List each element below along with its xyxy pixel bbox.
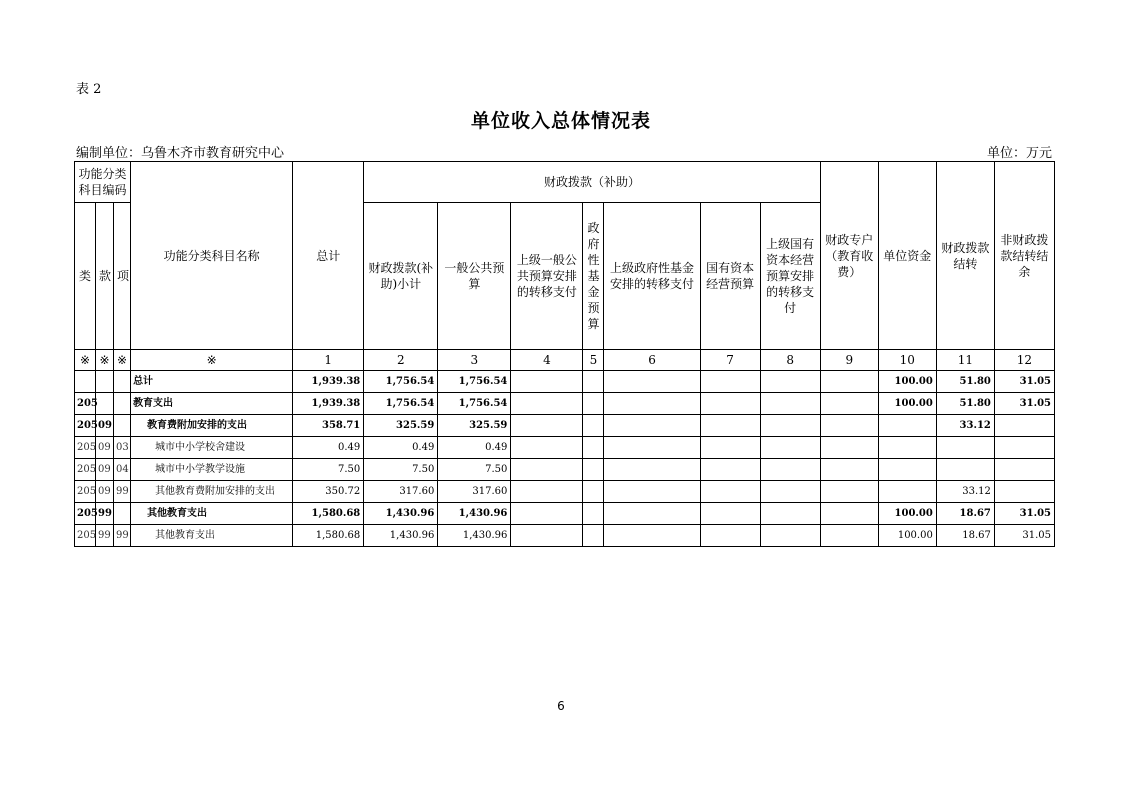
cell-c4 (511, 459, 583, 481)
table-number: 表 2 (76, 82, 102, 97)
cell-c6 (604, 437, 700, 459)
cell-lei: 205 (75, 503, 96, 525)
cell-c11: 51.80 (936, 371, 994, 393)
cell-c5 (583, 459, 604, 481)
income-summary-table (74, 161, 1055, 547)
cell-c9 (820, 459, 878, 481)
cell-total: 0.49 (293, 437, 364, 459)
cell-c12 (994, 415, 1054, 437)
header-fiscal-group: 财政拨款（补助） (364, 162, 820, 203)
cell-name: 教育费附加安排的支出 (131, 415, 293, 437)
cell-c5 (583, 437, 604, 459)
cell-subtotal: 1,430.96 (364, 525, 438, 547)
cell-subtotal: 1,756.54 (364, 393, 438, 415)
cell-c7 (700, 481, 760, 503)
cell-c5 (583, 525, 604, 547)
header-xiang: 项 (114, 203, 131, 350)
cell-lei: 205 (75, 525, 96, 547)
cell-c5 (583, 503, 604, 525)
cell-c8 (760, 525, 820, 547)
cell-c11: 33.12 (936, 415, 994, 437)
cell-c9 (820, 371, 878, 393)
cell-name: 教育支出 (131, 393, 293, 415)
cell-c10 (878, 459, 936, 481)
cell-name: 其他教育支出 (131, 525, 293, 547)
cell-total: 1,580.68 (293, 503, 364, 525)
cell-total: 350.72 (293, 481, 364, 503)
cell-kuan: 09 (96, 459, 114, 481)
cell-c6 (604, 415, 700, 437)
cell-kuan: 09 (96, 481, 114, 503)
cell-total: 1,939.38 (293, 393, 364, 415)
header-upper-fund-transfer: 上级政府性基金安排的转移支付 (604, 203, 700, 350)
cell-c4 (511, 415, 583, 437)
cell-c7 (700, 393, 760, 415)
cell-general: 1,756.54 (438, 371, 511, 393)
cell-c4 (511, 481, 583, 503)
index-cell: 9 (820, 350, 878, 371)
cell-subtotal: 317.60 (364, 481, 438, 503)
cell-c8 (760, 459, 820, 481)
index-cell: 10 (878, 350, 936, 371)
cell-c9 (820, 525, 878, 547)
cell-subtotal: 325.59 (364, 415, 438, 437)
cell-general: 0.49 (438, 437, 511, 459)
cell-c6 (604, 481, 700, 503)
page-title: 单位收入总体情况表 (470, 110, 651, 132)
cell-xiang: 99 (114, 525, 131, 547)
cell-c10: 100.00 (878, 371, 936, 393)
cell-c4 (511, 525, 583, 547)
cell-kuan (96, 393, 114, 415)
cell-c10: 100.00 (878, 503, 936, 525)
cell-c11: 18.67 (936, 503, 994, 525)
header-special-edu: 财政专户（教育收费） (820, 162, 878, 350)
table-row (75, 393, 1055, 415)
cell-c12 (994, 481, 1054, 503)
cell-general: 317.60 (438, 481, 511, 503)
index-cell: 1 (293, 350, 364, 371)
cell-xiang: 03 (114, 437, 131, 459)
cell-c9 (820, 503, 878, 525)
cell-xiang (114, 371, 131, 393)
cell-c4 (511, 437, 583, 459)
cell-xiang (114, 393, 131, 415)
cell-c5 (583, 371, 604, 393)
cell-general: 325.59 (438, 415, 511, 437)
cell-c11 (936, 437, 994, 459)
cell-c8 (760, 393, 820, 415)
cell-c11: 18.67 (936, 525, 994, 547)
index-cell: 7 (700, 350, 760, 371)
table-row (75, 415, 1055, 437)
cell-c9 (820, 415, 878, 437)
cell-lei (75, 371, 96, 393)
index-cell: 2 (364, 350, 438, 371)
index-cell: ※ (131, 350, 293, 371)
cell-kuan: 99 (96, 525, 114, 547)
header-unit-funds: 单位资金 (878, 162, 936, 350)
header-fiscal-carryover: 财政拨款结转 (936, 162, 994, 350)
cell-c10: 100.00 (878, 393, 936, 415)
cell-c8 (760, 415, 820, 437)
table-row (75, 481, 1055, 503)
header-upper-general-transfer: 上级一般公共预算安排的转移支付 (511, 203, 583, 350)
cell-c5 (583, 481, 604, 503)
cell-c10 (878, 481, 936, 503)
cell-c6 (604, 525, 700, 547)
header-lei: 类 (75, 203, 96, 350)
cell-c7 (700, 437, 760, 459)
cell-c9 (820, 437, 878, 459)
cell-kuan: 09 (96, 415, 114, 437)
cell-general: 7.50 (438, 459, 511, 481)
header-state-capital: 国有资本经营预算 (700, 203, 760, 350)
cell-general: 1,430.96 (438, 503, 511, 525)
index-cell: 3 (438, 350, 511, 371)
cell-xiang (114, 415, 131, 437)
cell-kuan: 99 (96, 503, 114, 525)
cell-c7 (700, 371, 760, 393)
cell-xiang (114, 503, 131, 525)
cell-c10 (878, 415, 936, 437)
cell-total: 358.71 (293, 415, 364, 437)
cell-lei: 205 (75, 415, 96, 437)
cell-c12: 31.05 (994, 503, 1054, 525)
index-cell: 8 (760, 350, 820, 371)
cell-c5 (583, 393, 604, 415)
index-cell: 12 (994, 350, 1054, 371)
cell-c4 (511, 393, 583, 415)
cell-xiang: 99 (114, 481, 131, 503)
cell-lei: 205 (75, 437, 96, 459)
header-total: 总计 (293, 162, 364, 350)
cell-c12: 31.05 (994, 371, 1054, 393)
header-nonfiscal-carryover: 非财政拨款结转结余 (994, 162, 1054, 350)
table-row (75, 459, 1055, 481)
cell-lei: 205 (75, 481, 96, 503)
cell-c7 (700, 415, 760, 437)
cell-name: 总计 (131, 371, 293, 393)
header-code-group: 功能分类科目编码 (75, 162, 131, 203)
cell-lei: 205 (75, 459, 96, 481)
cell-c11: 51.80 (936, 393, 994, 415)
page-number: 6 (557, 699, 565, 713)
cell-c8 (760, 437, 820, 459)
header-fiscal-subtotal: 财政拨款(补助)小计 (364, 203, 438, 350)
table-row (75, 371, 1055, 393)
cell-c4 (511, 503, 583, 525)
cell-c5 (583, 415, 604, 437)
cell-subtotal: 1,430.96 (364, 503, 438, 525)
cell-kuan: 09 (96, 437, 114, 459)
cell-c12: 31.05 (994, 393, 1054, 415)
cell-c10: 100.00 (878, 525, 936, 547)
header-name: 功能分类科目名称 (131, 162, 293, 350)
cell-name: 城市中小学教学设施 (131, 459, 293, 481)
index-cell: 6 (604, 350, 700, 371)
cell-c12 (994, 437, 1054, 459)
cell-c4 (511, 371, 583, 393)
index-cell: 11 (936, 350, 994, 371)
cell-c11: 33.12 (936, 481, 994, 503)
cell-c6 (604, 503, 700, 525)
cell-name: 城市中小学校舍建设 (131, 437, 293, 459)
cell-total: 1,580.68 (293, 525, 364, 547)
index-cell: 5 (583, 350, 604, 371)
cell-c8 (760, 481, 820, 503)
header-general-budget: 一般公共预算 (438, 203, 511, 350)
cell-name: 其他教育费附加安排的支出 (131, 481, 293, 503)
cell-general: 1,756.54 (438, 393, 511, 415)
cell-lei: 205 (75, 393, 96, 415)
cell-c6 (604, 459, 700, 481)
cell-subtotal: 7.50 (364, 459, 438, 481)
index-cell: ※ (75, 350, 96, 371)
cell-c8 (760, 503, 820, 525)
cell-c12 (994, 459, 1054, 481)
cell-c7 (700, 459, 760, 481)
table-row (75, 503, 1055, 525)
cell-c7 (700, 525, 760, 547)
cell-xiang: 04 (114, 459, 131, 481)
header-upper-capital-transfer: 上级国有资本经营预算安排的转移支付 (760, 203, 820, 350)
cell-general: 1,430.96 (438, 525, 511, 547)
header-kuan: 款 (96, 203, 114, 350)
index-cell: 4 (511, 350, 583, 371)
cell-total: 1,939.38 (293, 371, 364, 393)
cell-name: 其他教育支出 (131, 503, 293, 525)
table-row (75, 437, 1055, 459)
cell-c9 (820, 481, 878, 503)
cell-subtotal: 0.49 (364, 437, 438, 459)
cell-c11 (936, 459, 994, 481)
unit-label: 单位：万元 (986, 146, 1052, 161)
cell-c7 (700, 503, 760, 525)
cell-c12: 31.05 (994, 525, 1054, 547)
cell-c8 (760, 371, 820, 393)
table-row (75, 525, 1055, 547)
cell-c6 (604, 371, 700, 393)
cell-c9 (820, 393, 878, 415)
index-cell: ※ (114, 350, 131, 371)
cell-kuan (96, 371, 114, 393)
index-cell: ※ (96, 350, 114, 371)
header-gov-fund: 政府性基金预算 (583, 203, 604, 350)
org-label: 编制单位：乌鲁木齐市教育研究中心 (76, 146, 285, 161)
cell-c10 (878, 437, 936, 459)
cell-total: 7.50 (293, 459, 364, 481)
cell-subtotal: 1,756.54 (364, 371, 438, 393)
cell-c6 (604, 393, 700, 415)
